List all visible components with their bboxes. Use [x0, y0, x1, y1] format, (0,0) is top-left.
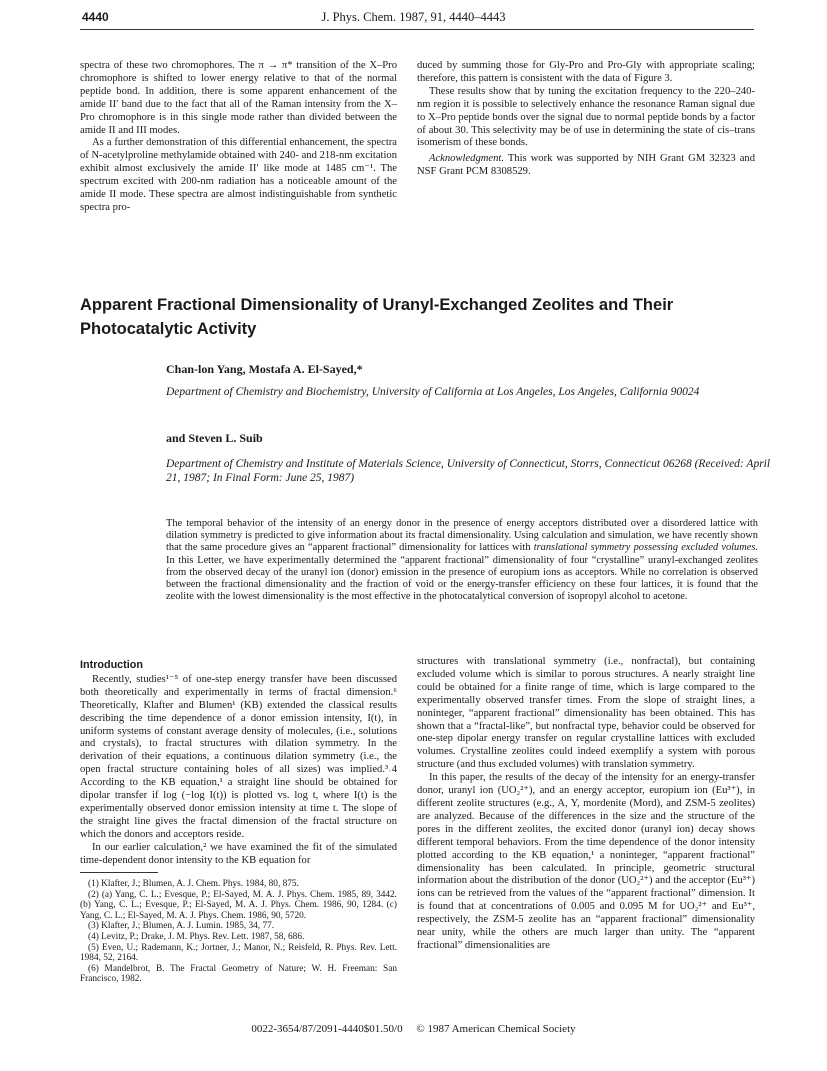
paragraph: Recently, studies¹⁻⁵ of one-step energy transfer have been discussed both theoretically and experimentally in terms of fractal dimension.⁶ Theoretically, Klafter and Blumen¹ (KB) extended the classical results describing the time dependence of a donor emission intensity, I(t), in uniform systems of constant average density of molecules, (i.e., solutions and crystals), to fractal structures with dilation symmetry. In the derivation of their equations, a continuous dilation symmetry (i.e., the open fractal structure containing holes of all sizes) was implied.³˒4 According to the KB equation,¹ a straight line should be obtained for dipolar transfer if log (−log I(t)) is plotted vs. log t, where I(t) is the experimentally observed donor emission intensity at time t. The slope of the straight line gives the fractal dimension of the fractal structure on which the donors and acceptors reside.: [80, 673, 397, 840]
previous-article-left-column: [80, 60, 397, 215]
paragraph: In our earlier calculation,² we have examined the fit of the simulated time-dependent donor intensity to the KB equation for: [80, 841, 397, 866]
section-heading: Introduction: [80, 659, 143, 671]
footnote: (5) Even, U.; Rademann, K.; Jortner, J.; Manor, N.; Reisfeld, R. Phys. Rev. Lett. 1984, 52, 2164.: [80, 942, 397, 964]
header-rule: [80, 29, 754, 30]
acknowledgment-text: This work was supported by NIH Grant GM 32323 and NSF Grant PCM 8308529.: [417, 153, 755, 178]
article-code: 0022-3654/87/2091-4440$01.50/0: [251, 1023, 403, 1035]
footnotes: [80, 879, 397, 985]
page-footer: [0, 1023, 827, 1035]
acknowledgment-paragraph: [417, 153, 755, 179]
footnote: (6) Mandelbrot, B. The Fractal Geometry of Nature; W. H. Freeman: San Francisco, 1982.: [80, 963, 397, 985]
paragraph: As a further demonstration of this differential enhancement, the spectra of N-acetylproline methylamide obtained with 240- and 218-nm excitation exhibit almost exclusively the amide II′ like mode at 1485 cm⁻¹. The spectrum excited with 200-nm radiation has a noticeable amount of the amide II mode. These spectra are almost indistinguishable from synthetic spectra pro-: [80, 137, 397, 213]
paragraph: structures with translational symmetry (i.e., nonfractal), but containing excluded volume which is similar to porous structures. A nearly straight line could be obtained for a finite range of time, which is large compared to the experimentally observed transfer times. From the slope of straight lines, a noninteger, “apparent fractional” dimensionality has been obtained. This has shown that a “fractal-like”, but nonfractal type, behavior could be observed for one-step dipolar energy transfer on regular crystalline lattices with excluded volumes. Crystalline zeolites could indeed exemplify a system with porous structure (and thus excluded volumes) with translation symmetry.: [417, 656, 755, 771]
article-title: Apparent Fractional Dimensionality of Uranyl-Exchanged Zeolites and Their Photocatalytic Activity: [80, 296, 674, 338]
affiliation-ucla: Department of Chemistry and Biochemistry, University of California at Los Angeles, Los Angeles, California 90024: [166, 386, 700, 398]
abstract: The temporal behavior of the intensity of an energy donor in the presence of energy acceptors distributed over a disordered lattice with dilation symmetry is predicted to give information about its fractal dimensionality. Using calculation and simulation, we have recently shown that the same procedure gives an “apparent fractional” dimensionality for lattices with translational symmetry possessing excluded volumes. In this Letter, we have experimentally determined the “apparent fractional” dimensionality of four “crystalline” uranyl-exchanged zeolites from the observed decay of the uranyl ion (donor) emission in the presence of europium ions as acceptors. While no correlation is observed between the fractional dimensionality and the fraction of void or the energy-transfer efficiency on these four lattices, it is found that the zeolite with the lowest dimensionality is the most effective in the photocatalytical conversion of isopropyl alcohol to acetone.: [166, 518, 758, 603]
paragraph: In this paper, the results of the decay of the intensity for an energy-transfer donor, uranyl ion (UO₂²⁺), and an energy acceptor, europium ion (Eu³⁺), in different zeolite structures (e.g., A, Y, mordenite (Mord), and ZSM-5 zeolites) are analyzed. Because of the differences in the size and the structure of the pores in the different zeolites, the excited donor (uranyl ion) decay shows different temporal behaviors. From the time dependence of the donor intensity plotted according to the KB equation,¹ a noninteger, “apparent fractional” dimensionality has been calculated. In principle, geometric structural information about the distribution of the donor (UO₂²⁺) and the acceptor (Eu³⁺) ions can be retrieved from the values of the “apparent fractional” dimension. It is found that at concentrations of 0.005 and 0.095 M for UO₂²⁺ and Eu³⁺, respectively, the ZSM-5 zeolite has an “apparent fractional” dimensionality near unity, while the others are much larger than unity. The “apparent fractional” dimensionalities are: [417, 772, 755, 951]
footnote: (3) Klafter, J.; Blumen, A. J. Lumin. 1985, 34, 77.: [88, 921, 275, 932]
page-number: 4440: [82, 10, 109, 24]
introduction-column: [80, 659, 397, 868]
journal-citation-header: J. Phys. Chem. 1987, 91, 4440–4443: [321, 10, 506, 24]
footnote-rule: [80, 872, 158, 873]
abstract-emphasis: translational symmetry possessing excluded volumes.: [533, 542, 758, 554]
copyright: © 1987 American Chemical Society: [416, 1023, 576, 1035]
acknowledgment-label: Acknowledgment.: [429, 153, 505, 165]
footnote: (1) Klafter, J.; Blumen, A. J. Chem. Phys. 1984, 80, 875.: [88, 879, 299, 889]
paragraph: These results show that by tuning the excitation frequency to the 220–240-nm region it is possible to selectively enhance the resonance Raman signal due to X–Pro peptide bonds over the signal due to normal peptide bonds by a factor of about 30. This selectivity may be of use in determining the state of cis–trans isomerism of these bonds.: [417, 85, 755, 149]
paragraph: duced by summing those for Gly-Pro and Pro-Gly with appropriate scaling; therefore, this pattern is consistent with the data of Figure 3.: [417, 60, 755, 84]
affiliation-uconn: Department of Chemistry and Institute of Materials Science, University of Connecticut, Storrs, Connecticut 06268 (Received: April 21, 1987; In Final Form: June 25, 1987): [166, 458, 771, 484]
paragraph: spectra of these two chromophores. The π → π* transition of the X–Pro chromophore is shifted to lower energy relative to that of the normal peptide bond. In addition, there is some apparent enhancement of the amide II′ band due to the fact that all of the Raman intensity from the X–Pro chromophore is in this single mode rather than divided between the amide II and III modes.: [80, 60, 397, 136]
previous-article-right-column: [417, 60, 755, 179]
footnote: (2) (a) Yang, C. L.; Evesque, P.; El-Sayed, M. A. J. Phys. Chem. 1985, 89, 3442. (b) Yang, C. L.; Evesque, P.; El-Sayed, M. A. J. Phys. Chem. 1986, 90, 1284. (c) Yang, C. L.; El-Sayed, M. A. J. Phys. Chem. 1986, 90, 5720.: [80, 889, 397, 921]
authors-uconn: and Steven L. Suib: [166, 431, 263, 445]
right-column-continued: [417, 656, 755, 953]
authors-ucla: Chan-lon Yang, Mostafa A. El-Sayed,*: [166, 362, 363, 376]
footnote: (4) Levitz, P.; Drake, J. M. Phys. Rev. Lett. 1987, 58, 686.: [88, 931, 305, 942]
